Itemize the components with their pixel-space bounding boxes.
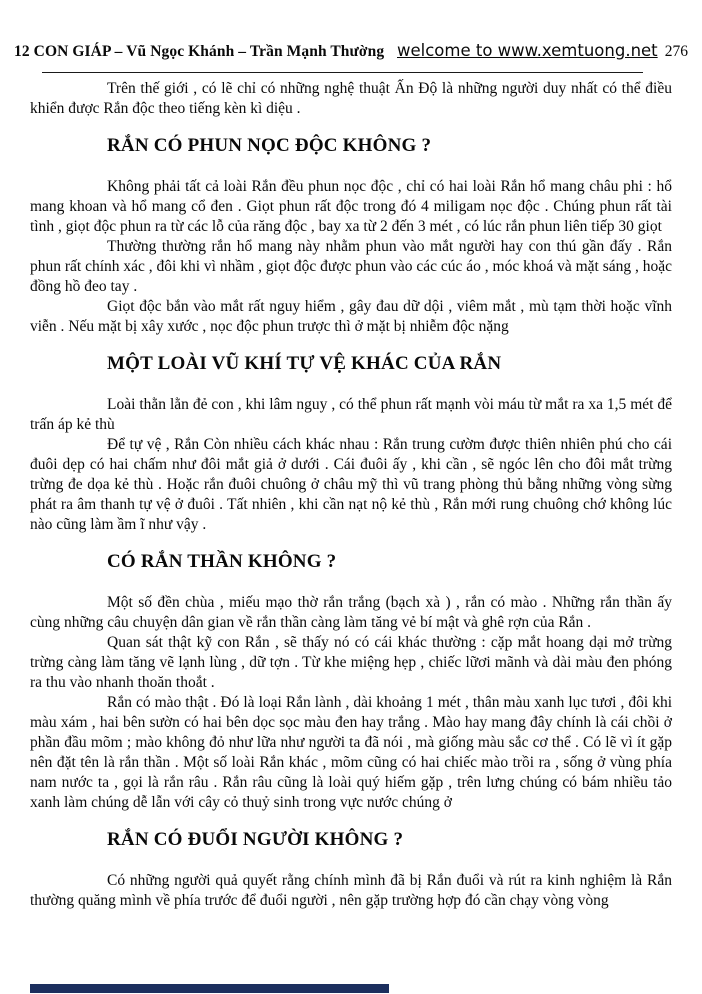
paragraph: Rắn có mào thật . Đó là loại Rắn lành , dài khoảng 1 mét , thân màu xanh lục tươi , đôi khi màu xám , hai bên sườn có hai bên dọc sọc màu đen hay trắng . Mào hay mang đây chính là cái chồi ở phần đầu mõm ; mào không đỏ như lữa như người ta đã nói , mà giống màu sắc cơ thể . Có lẽ vì ít gặp nên đặt tên là rắn thần . Một số loài Rắn khác , mõm cũng có hai chiếc mào trồi ra , sống ở vùng phía nam nước ta , gọi là rắn râu . Rắn râu cũng là loài quý hiếm gặp , trên lưng chúng có bám nhiều tảo xanh làm chúng dễ lẫn với cây cỏ thuỷ sinh trong vực nước chúng ở	[30, 694, 672, 811]
page-header	[14, 41, 688, 65]
paragraph: Quan sát thật kỹ con Rắn , sẽ thấy nó có cái khác thường : cặp mắt hoang dại mở trừng trừng càng làm tăng vẽ lạnh lùng , dữ tợn . Từ khe miệng hẹp , chiếc lữơi mãnh và dài màu đen phóng ra thu vào nhanh thoăn thoắt .	[30, 634, 672, 691]
paragraph: Loài thằn lằn đẻ con , khi lâm nguy , có thể phun rất mạnh vòi máu từ mắt ra xa 1,5 mét để trấn áp kẻ thù	[30, 396, 672, 433]
paragraph: Để tự vệ , Rắn Còn nhiều cách khác nhau : Rắn trung cườm được thiên nhiên phú cho cái đuôi dẹp có hai chấm như đôi mắt giả ở dưới . Cái đuôi ấy , khi cần , sẽ ngóc lên cho đôi mắt trừng trừng đe dọa kẻ thù . Hoặc rắn đuôi chuông ở châu mỹ thì vũ trang phòng thủ bằng những vòng sừng phát ra âm thanh tự vệ ở đuôi . Tất nhiên , khi cần nạt nộ kẻ thù , Rắn mới rung chuông chớ không lúc nào cũng làm ầm ĩ như vậy .	[30, 436, 672, 533]
section-heading: RẮN CÓ PHUN NỌC ĐỘC KHÔNG ?	[107, 135, 432, 156]
site-link[interactable]: welcome to www.xemtuong.net	[397, 41, 658, 60]
paragraph: Không phải tất cả loài Rắn đều phun nọc độc , chỉ có hai loài Rắn hổ mang châu phi : hổ mang khoan và hổ mang cổ đen . Giọt phun rất độc trong đó 4 miligam nọc độc . Chúng phun rất tài tình , giọt độc phun ra từ các lỗ của răng độc , bay xa từ 2 đến 3 mét , có lúc rắn phun liên tiếp 30 giọt	[30, 178, 672, 235]
section-heading: MỘT LOÀI VŨ KHÍ TỰ VỆ KHÁC CỦA RẮN	[107, 353, 502, 374]
paragraph: Một số đền chùa , miếu mạo thờ rắn trắng (bạch xà ) , rắn có mào . Những rắn thần ấy cùng những câu chuyện dân gian về rắn thần càng làm tăng vẻ bí mật và ghê rợn của Rắn .	[30, 594, 672, 631]
footer-highlight-bar	[30, 984, 389, 993]
header-rule	[42, 72, 643, 73]
section-heading: RẮN CÓ ĐUỔI NGƯỜI KHÔNG ?	[107, 829, 404, 850]
document-body	[30, 79, 672, 911]
paragraph: Trên thế giới , có lẽ chỉ có những nghệ thuật Ấn Độ là những người duy nhất có thể điều khiển được Rắn độc theo tiếng kèn kì diệu .	[30, 80, 672, 117]
page-number: 276	[664, 43, 688, 60]
paragraph: Giọt độc bắn vào mắt rất nguy hiểm , gây đau dữ dội , viêm mắt , mù tạm thời hoặc vĩnh viễn . Nếu mặt bị xây xước , nọc độc phun trược thì ở mặt bị nhiễm độc nặng	[30, 298, 672, 335]
paragraph: Có những người quả quyết rằng chính mình đã bị Rắn đuổi và rút ra kinh nghiệm là Rắn thường quăng mình về phía trước để đuổi người , nên gặp trường hợp đó cần chạy vòng vòng	[30, 872, 672, 909]
paragraph: Thường thường rắn hổ mang này nhằm phun vào mắt người hay con thú gần đấy . Rắn phun rất chính xác , đôi khi vì nhầm , giọt độc được phun vào các cúc áo , móc khoá và mặt sáng , hoặc đồng hồ đeo tay .	[30, 238, 673, 295]
section-heading: CÓ RẮN THẦN KHÔNG ?	[107, 551, 337, 572]
book-title: 12 CON GIÁP – Vũ Ngọc Khánh – Trần Mạnh Thường	[14, 43, 385, 60]
